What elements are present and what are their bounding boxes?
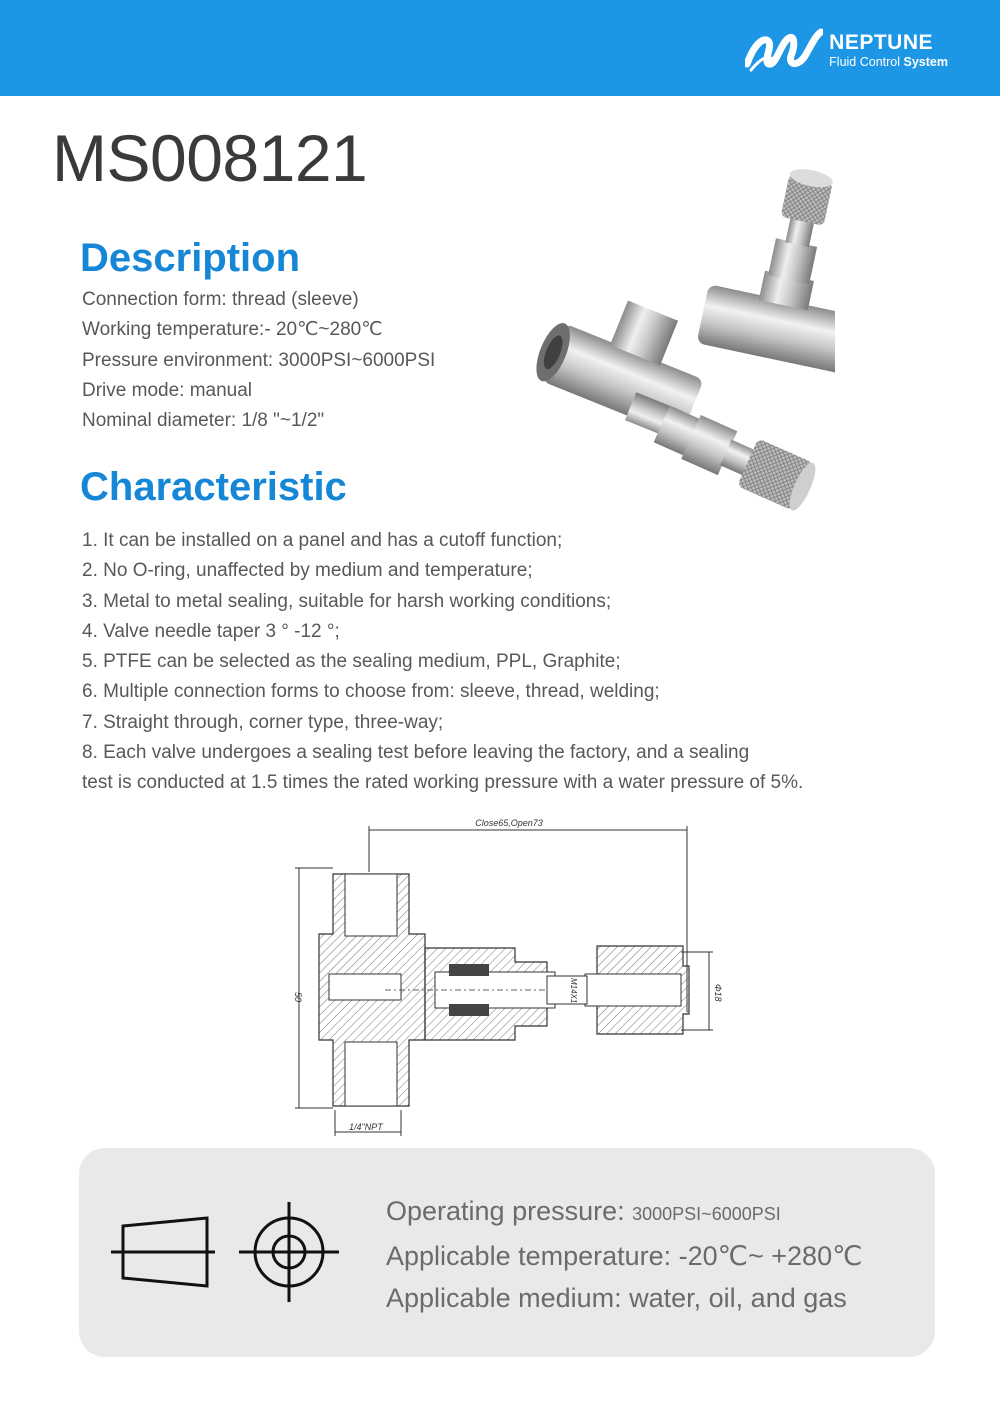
dim-thread-label: M14X1 (569, 978, 578, 1004)
product-photo (515, 152, 835, 532)
characteristic-item: test is conducted at 1.5 times the rated working pressure with a water pressure of 5%. (82, 772, 804, 794)
characteristic-item: 3. Metal to metal sealing, suitable for harsh working conditions; (82, 590, 612, 612)
model-number: MS008121 (52, 121, 368, 195)
description-heading: Description (80, 236, 301, 280)
spec-panel (79, 1148, 935, 1357)
spec-pressure (386, 1190, 862, 1235)
dim-height-label: 50 (293, 992, 303, 1003)
brand-tagline-bold: System (903, 54, 948, 69)
dim-length-label: Close65,Open73 (475, 818, 543, 828)
dim-diameter-label: Φ18 (713, 984, 723, 1002)
page-header (0, 0, 1000, 96)
spec-temperature: Applicable temperature: -20℃~ +280℃ (386, 1241, 863, 1271)
characteristic-item: 5. PTFE can be selected as the sealing medium, PPL, Graphite; (82, 651, 621, 673)
characteristic-item: 8. Each valve undergoes a sealing test before leaving the factory, and a sealing (82, 742, 750, 764)
spec-medium: Applicable medium: water, oil, and gas (386, 1283, 847, 1313)
characteristic-list (82, 526, 942, 799)
characteristic-item: 2. No O-ring, unaffected by medium and temperature; (82, 560, 533, 582)
technical-drawing (285, 812, 725, 1142)
description-item: Working temperature:- 20℃~280℃ (82, 319, 383, 341)
spec-pressure-label: Operating pressure: (386, 1196, 633, 1226)
description-list (82, 285, 435, 436)
description-item: Pressure environment: 3000PSI~6000PSI (82, 349, 436, 371)
brand-name: NEPTUNE (829, 30, 934, 54)
description-item: Connection form: thread (sleeve) (82, 289, 359, 310)
taper-projection-icon (111, 1212, 215, 1292)
neptune-logo-icon (745, 28, 823, 72)
concentric-target-icon (239, 1202, 339, 1302)
description-item: Nominal diameter: 1/8 "~1/2" (82, 410, 325, 432)
characteristic-heading: Characteristic (80, 465, 347, 509)
dim-port-label: 1/4"NPT (349, 1122, 383, 1132)
brand-logo (745, 26, 948, 74)
brand-tagline (829, 56, 948, 69)
spec-pressure-value: 3000PSI~6000PSI (632, 1204, 781, 1224)
characteristic-item: 4. Valve needle taper 3 ° -12 °; (82, 620, 340, 642)
description-item: Drive mode: manual (82, 379, 253, 401)
characteristic-item: 6. Multiple connection forms to choose from: sleeve, thread, welding; (82, 681, 660, 703)
characteristic-item: 1. It can be installed on a panel and has a cutoff function; (82, 530, 563, 551)
brand-tagline-regular: Fluid Control (829, 54, 901, 69)
characteristic-item: 7. Straight through, corner type, three-way; (82, 711, 444, 733)
